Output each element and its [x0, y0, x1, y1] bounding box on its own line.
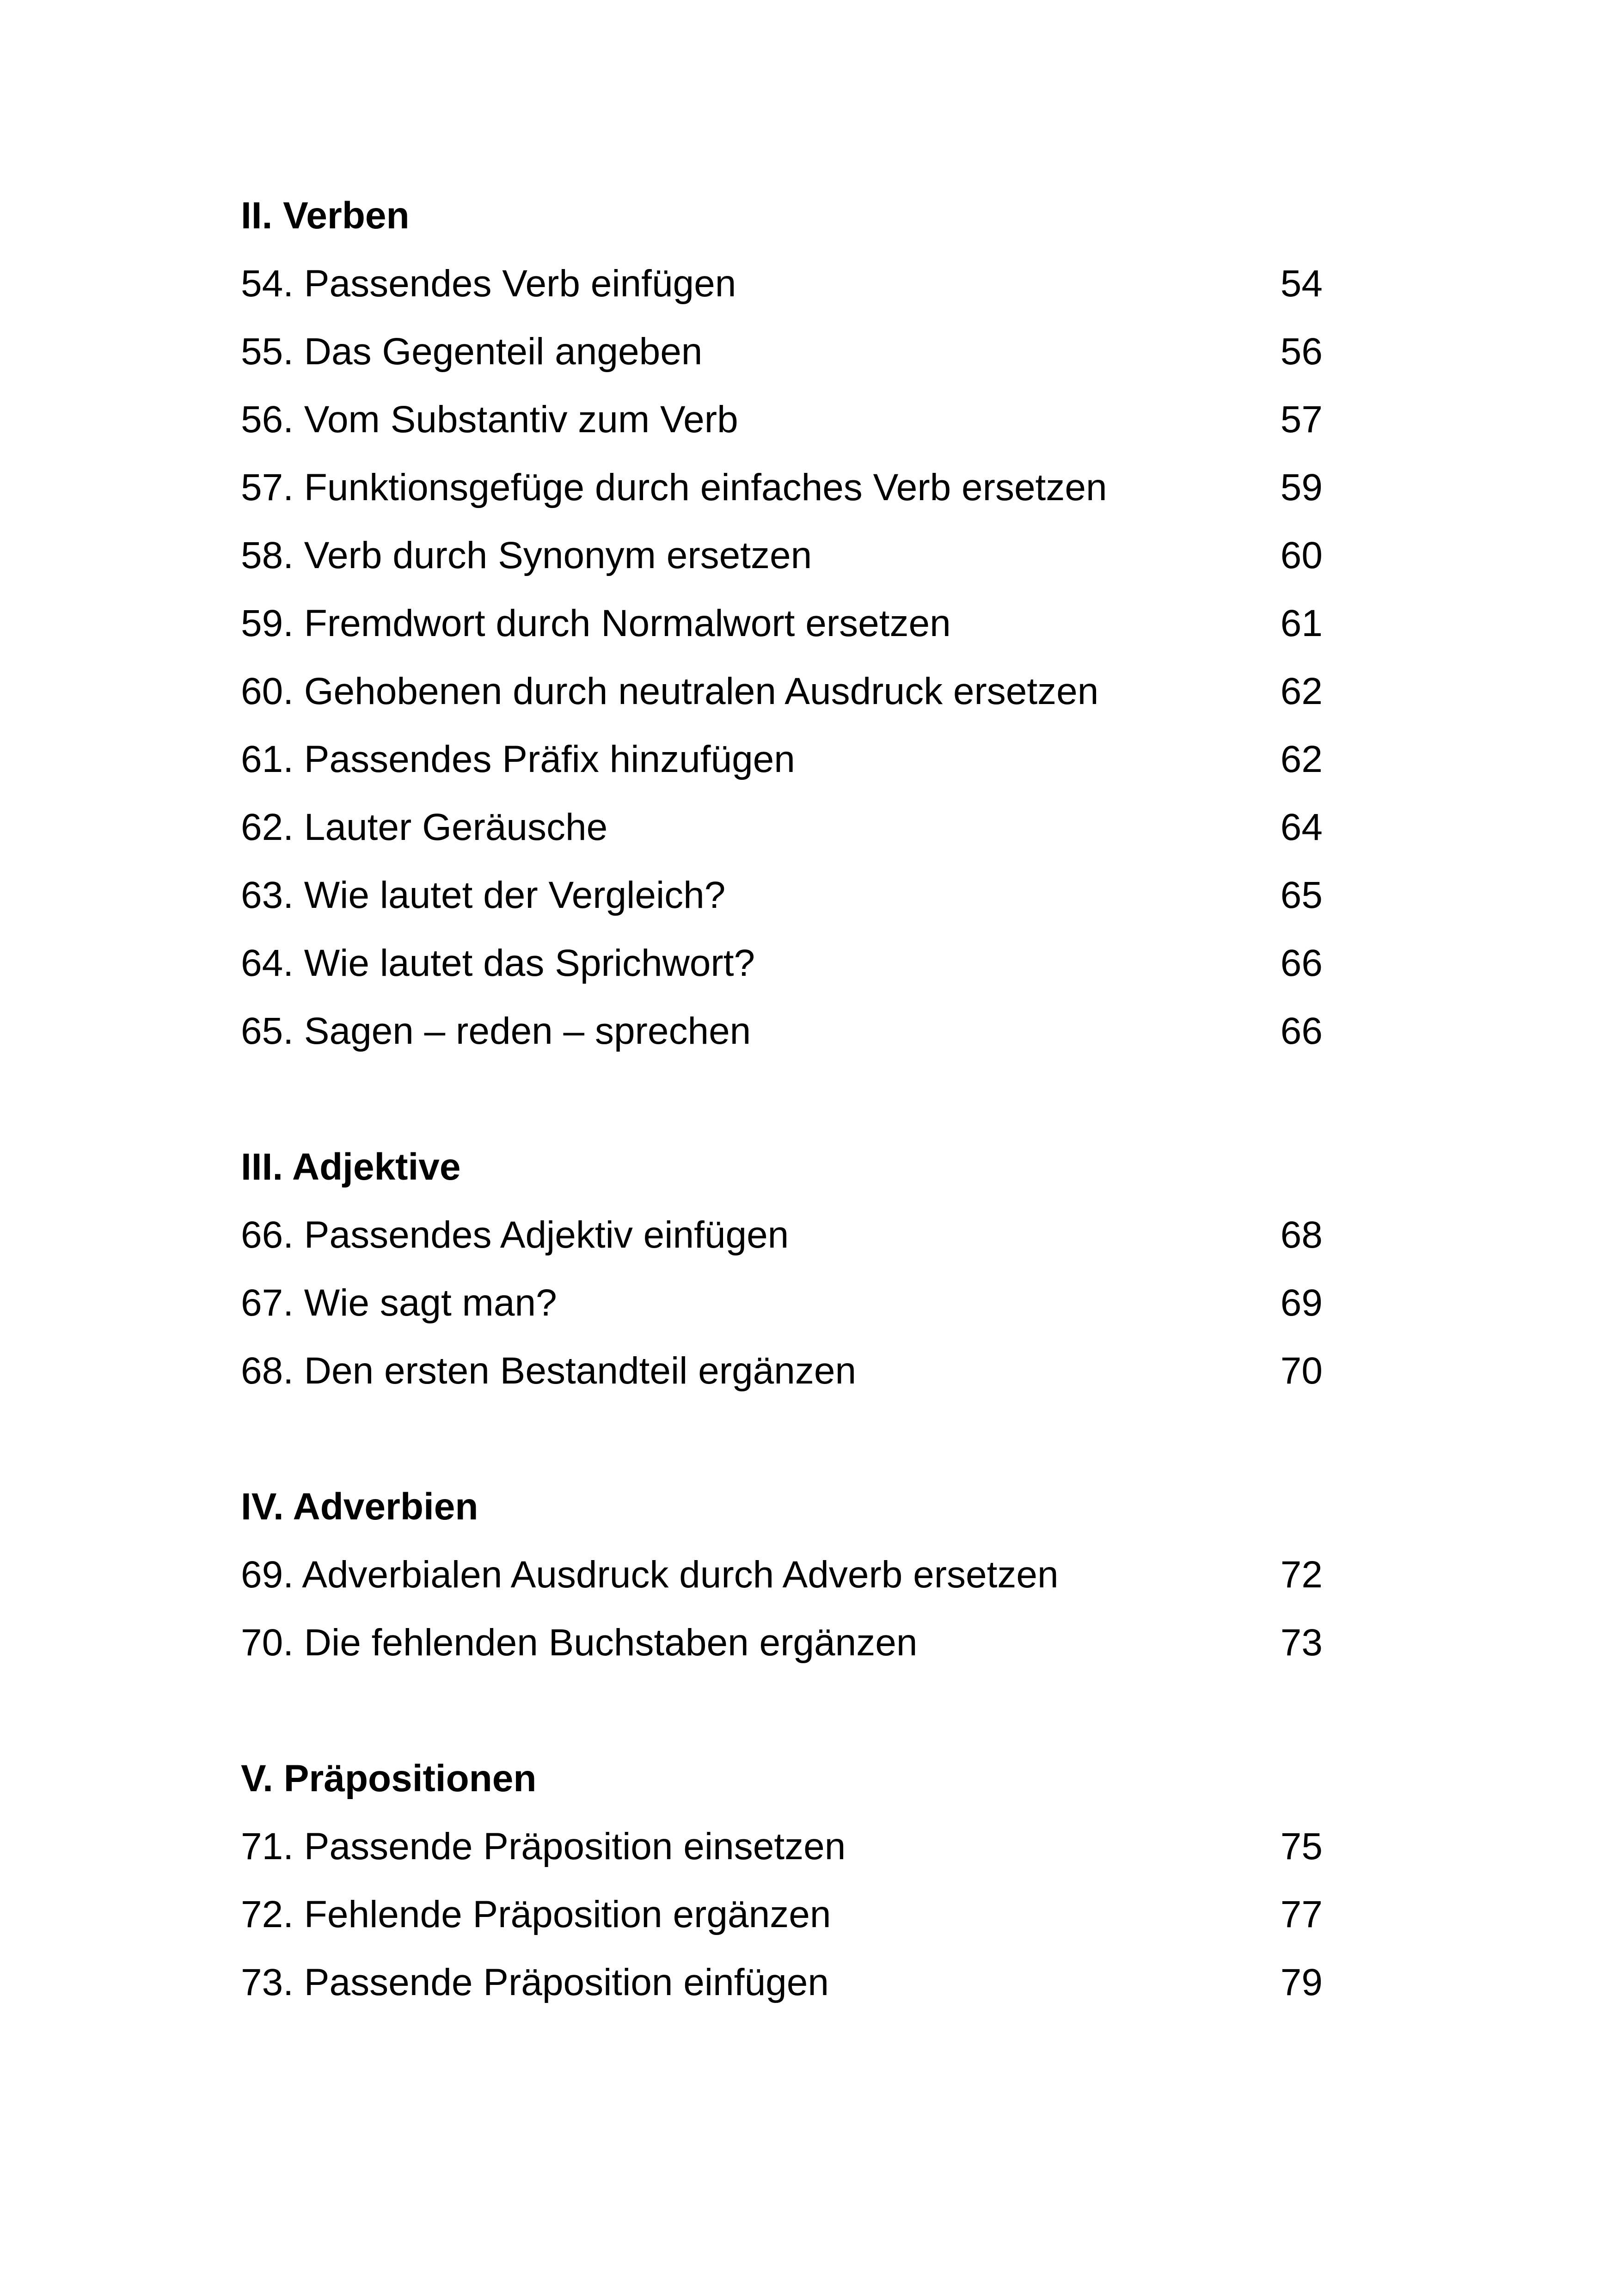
- toc-entry-page-number: 79: [1280, 1961, 1323, 2003]
- toc-entry: [241, 318, 1323, 386]
- toc-entry-page-number: 66: [1280, 942, 1323, 984]
- toc-entry: [241, 929, 1323, 997]
- toc-entry-title: 59. Fremdwort durch Normalwort ersetzen: [241, 602, 951, 644]
- toc-entry-title: 58. Verb durch Synonym ersetzen: [241, 534, 812, 576]
- toc-entry-page-number: 65: [1280, 874, 1323, 916]
- toc-entry-page-number: 57: [1280, 398, 1323, 441]
- toc-entry-title: 71. Passende Präposition einsetzen: [241, 1825, 846, 1867]
- toc-entry: [241, 1880, 1323, 1948]
- toc-entry-title: 73. Passende Präposition einfügen: [241, 1961, 829, 2003]
- toc-entry-title: 60. Gehobenen durch neutralen Ausdruck ersetzen: [241, 670, 1099, 712]
- toc-entry: [241, 997, 1323, 1065]
- toc-entry: [241, 1948, 1323, 2016]
- toc-entry-title: 67. Wie sagt man?: [241, 1282, 557, 1324]
- toc-entry: [241, 657, 1323, 725]
- toc-section: [241, 1133, 1323, 1405]
- toc-entry-page-number: 59: [1280, 466, 1323, 508]
- toc-entry-title: 54. Passendes Verb einfügen: [241, 263, 736, 305]
- toc-entry-page-number: 64: [1280, 806, 1323, 848]
- toc-entry-page-number: 56: [1280, 331, 1323, 373]
- toc-entry: [241, 1269, 1323, 1337]
- toc-entry: [241, 1812, 1323, 1880]
- toc-entry-page-number: 66: [1280, 1010, 1323, 1052]
- toc-entry-page-number: 60: [1280, 534, 1323, 576]
- toc-entry-title: 72. Fehlende Präposition ergänzen: [241, 1893, 831, 1935]
- toc-entry-title: 70. Die fehlenden Buchstaben ergänzen: [241, 1622, 918, 1664]
- toc-entry-title: 66. Passendes Adjektiv einfügen: [241, 1214, 789, 1256]
- toc-entry: [241, 1541, 1323, 1609]
- toc-entry: [241, 453, 1323, 521]
- toc-entry-page-number: 75: [1280, 1825, 1323, 1867]
- toc-entry: [241, 386, 1323, 453]
- toc-entry-title: 68. Den ersten Bestandteil ergänzen: [241, 1350, 857, 1392]
- section-heading: III. Adjektive: [241, 1146, 461, 1188]
- toc-entry-title: 55. Das Gegenteil angeben: [241, 331, 703, 373]
- section-heading: V. Präpositionen: [241, 1757, 537, 1800]
- toc-entry: [241, 1337, 1323, 1405]
- toc-entry: [241, 521, 1323, 589]
- table-of-contents: [241, 182, 1323, 2016]
- toc-entry: [241, 1609, 1323, 1677]
- toc-entry: [241, 589, 1323, 657]
- toc-entry-page-number: 62: [1280, 670, 1323, 712]
- toc-entry-title: 56. Vom Substantiv zum Verb: [241, 398, 738, 441]
- toc-entry-title: 62. Lauter Geräusche: [241, 806, 608, 848]
- section-heading: IV. Adverbien: [241, 1486, 478, 1528]
- toc-entry: [241, 250, 1323, 318]
- section-heading: II. Verben: [241, 195, 410, 237]
- toc-entry-title: 57. Funktionsgefüge durch einfaches Verb ersetzen: [241, 466, 1107, 508]
- toc-section: [241, 1473, 1323, 1677]
- toc-entry-page-number: 73: [1280, 1622, 1323, 1664]
- toc-entry: [241, 725, 1323, 793]
- toc-entry: [241, 861, 1323, 929]
- toc-entry-page-number: 72: [1280, 1554, 1323, 1596]
- toc-entry-page-number: 61: [1280, 602, 1323, 644]
- toc-section: [241, 182, 1323, 1065]
- toc-entry-title: 63. Wie lautet der Vergleich?: [241, 874, 726, 916]
- toc-entry-title: 61. Passendes Präfix hinzufügen: [241, 738, 795, 780]
- toc-section: [241, 1745, 1323, 2016]
- toc-entry: [241, 1201, 1323, 1269]
- toc-entry: [241, 793, 1323, 861]
- toc-entry-page-number: 77: [1280, 1893, 1323, 1935]
- toc-entry-page-number: 62: [1280, 738, 1323, 780]
- toc-entry-title: 64. Wie lautet das Sprichwort?: [241, 942, 755, 984]
- toc-entry-title: 65. Sagen – reden – sprechen: [241, 1010, 751, 1052]
- toc-entry-title: 69. Adverbialen Ausdruck durch Adverb ersetzen: [241, 1554, 1059, 1596]
- toc-entry-page-number: 69: [1280, 1282, 1323, 1324]
- toc-entry-page-number: 70: [1280, 1350, 1323, 1392]
- toc-entry-page-number: 54: [1280, 263, 1323, 305]
- toc-entry-page-number: 68: [1280, 1214, 1323, 1256]
